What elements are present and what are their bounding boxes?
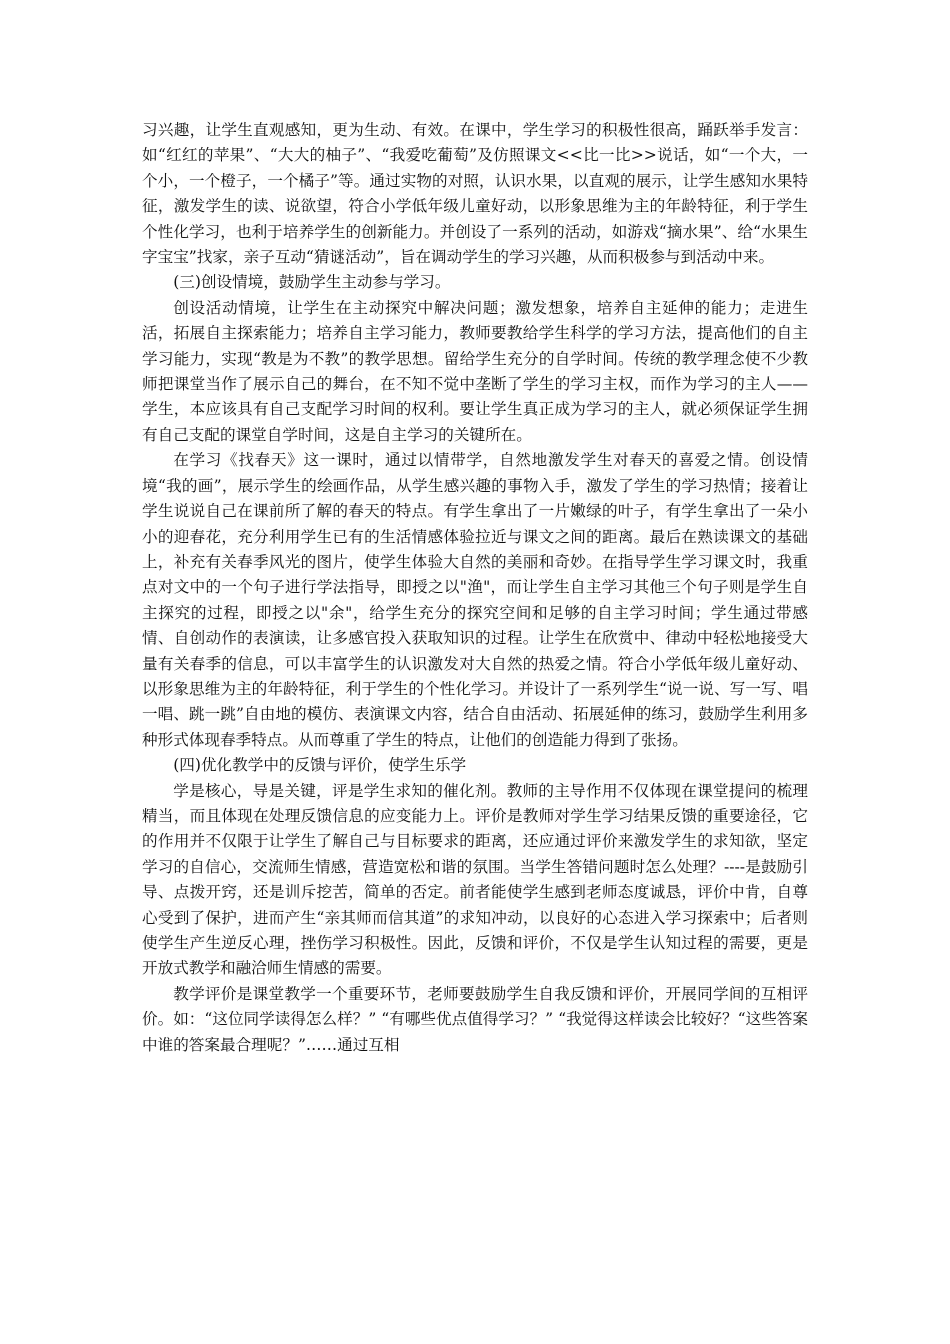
section-heading-4: (四)优化教学中的反馈与评价，使学生乐学: [173, 756, 467, 775]
paragraph-feedback: 学是核心，导是关键，评是学生求知的催化剂。教师的主导作用不仅体现在课堂提问的梳理精当，而且体现在处理反馈信息的应变能力上。评价是教师对学生学习结果反馈的重要途径，它的作用并不仅限于让学生了解自己与目标要求的距离，还应通过评价来激发学生的求知欲，坚定学习的自信心，交流师生情感，营造宽松和谐的氛围。当学生答错问题时怎么处理？----是鼓励引导、点拨开窍，还是训斥挖苦，简单的否定。前者能使学生感到老师态度诚恳，评价中肯，自尊心受到了保护，进而产生“亲其师而信其道”的求知冲动，以良好的心态进入学习探索中；后者则使学生产生逆反心理，挫伤学习积极性。因此，反馈和评价，不仅是学生认知过程的需要，更是开放式教学和融洽师生情感的需要。: [142, 781, 808, 978]
section-heading-3: (三)创设情境，鼓励学生主动参与学习。: [173, 273, 451, 292]
paragraph-evaluation: 教学评价是课堂教学一个重要环节，老师要鼓励学生自我反馈和评价，开展同学间的互相评价。如：“这位同学读得怎么样？” “有哪些优点值得学习？” “我觉得这样读会比较好？“这些答案中谁的答案最合理呢？”……通过互相: [142, 984, 808, 1054]
paragraph-find-spring: 在学习《找春天》这一课时，通过以情带学，自然地激发学生对春天的喜爱之情。创设情境“我的画”，展示学生的绘画作品，从学生感兴趣的事物入手，激发了学生的学习热情；接着让学生说说自己在课前所了解的春天的特点。有学生拿出了一片嫩绿的叶子，有学生拿出了一朵小小的迎春花，充分利用学生已有的生活情感体验拉近与课文之间的距离。最后在熟读课文的基础上，补充有关春季风光的图片，使学生体验大自然的美丽和奇妙。在指导学生学习课文时，我重点对文中的一个句子进行学法指导，即授之以"渔"，而让学生自主学习其他三个句子则是学生自主探究的过程，即授之以"余"，给学生充分的探究空间和足够的自主学习时间；学生通过带感情、自创动作的表演读，让多感官投入获取知识的过程。让学生在欣赏中、律动中轻松地接受大量有关春季的信息，可以丰富学生的认识激发对大自然的热爱之情。符合小学低年级儿童好动、以形象思维为主的年龄特征，利于学生的个性化学习。并设计了一系列学生“说一说、写一写、唱一唱、跳一跳”自由地的模仿、表演课文内容，结合自由活动、拓展延伸的练习，鼓励学生利用多种形式体现春季特点。从而尊重了学生的特点，让他们的创造能力得到了张扬。: [142, 451, 808, 749]
paragraph-create-situation: 创设活动情境，让学生在主动探究中解决问题；激发想象，培养自主延伸的能力；走进生活，拓展自主探索能力；培养自主学习能力，教师要教给学生科学的学习方法，提高他们的自主学习能力，实现“教是为不教”的教学思想。留给学生充分的自学时间。传统的教学理念使不少教师把课堂当作了展示自己的舞台，在不知不觉中垄断了学生的学习主权，而作为学习的主人——学生，本应该具有自己支配学习时间的权利。要让学生真正成为学习的主人，就必须保证学生拥有自己支配的课堂自学时间，这是自主学习的关键所在。: [142, 298, 808, 444]
document-page: [142, 118, 808, 1058]
paragraph-intro-continuation: 习兴趣，让学生直观感知，更为生动、有效。在课中，学生学习的积极性很高，踊跃举手发言：如“红红的苹果”、“大大的柚子”、“我爱吃葡萄”及仿照课文<<比一比>>说话，如“一个大，一个小，一个橙子，一个橘子”等。通过实物的对照，认识水果，以直观的展示，让学生感知水果特征，激发学生的读、说欲望，符合小学低年级儿童好动，以形象思维为主的年龄特征，利于学生个性化学习，也利于培养学生的创新能力。并创设了一系列的活动，如游戏“摘水果”、给“水果生字宝宝”找家，亲子互动“猜谜活动”，旨在调动学生的学习兴趣，从而积极参与到活动中来。: [142, 121, 808, 267]
